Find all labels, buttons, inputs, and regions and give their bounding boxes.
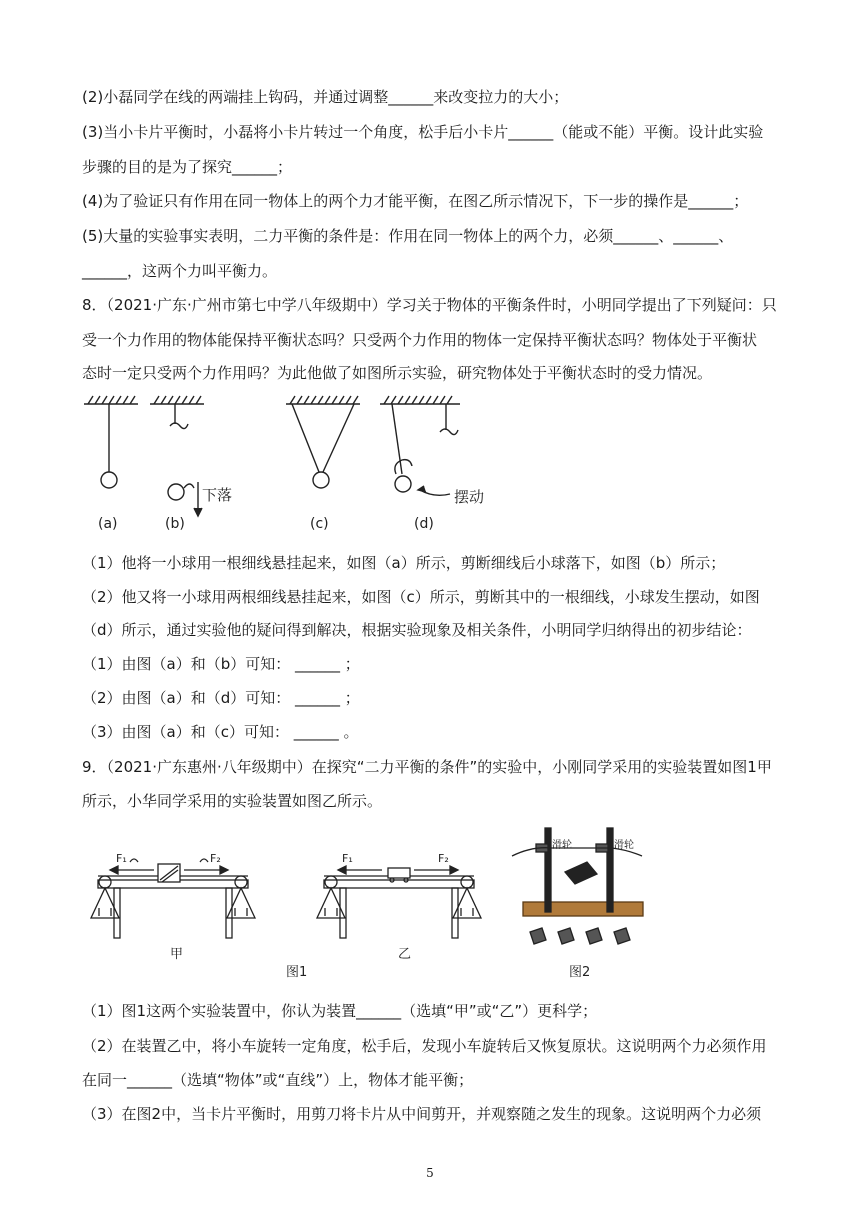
pulley-label: 滑轮 (552, 840, 572, 851)
text-line: （3）由图（a）和（c）可知： ______ 。 (82, 723, 359, 741)
text-line: (3)当小卡片平衡时，小磊将小卡片转过一个角度，松手后小卡片______（能或不能）平衡。设计此实验 (82, 123, 764, 141)
text-line: （2）他又将一小球用两根细线悬挂起来，如图（c）所示，剪断其中的一根细线，小球发生摆动，如图 (82, 588, 760, 606)
apparatus-yi-label: 乙 (398, 947, 412, 962)
pulley-label: 滑轮 (614, 840, 634, 851)
figure-label-c: (c) (310, 516, 329, 532)
force-f1-label: F₁ (342, 852, 353, 865)
figure-label-d: (d) (414, 516, 434, 532)
figure-2-caption: 图2 (569, 965, 591, 980)
text-line: （2）由图（a）和（d）可知： ______ ； (82, 689, 360, 707)
text-line: （1）由图（a）和（b）可知： ______ ； (82, 655, 360, 673)
figure-label-a: (a) (98, 516, 118, 532)
figure-1-caption: 图1 (286, 965, 308, 980)
text-line: （1）图1这两个实验装置中，你认为装置______（选填“甲”或“乙”）更科学； (82, 1002, 598, 1020)
page-number: 5 (426, 1166, 434, 1180)
fall-label: 下落 (202, 486, 233, 504)
swing-label: 摆动 (454, 488, 485, 506)
text-line: 所示，小华同学采用的实验装置如图乙所示。 (82, 792, 383, 810)
text-line: （d）所示，通过实验他的疑问得到解决，根据实验现象及相关条件，小明同学归纳得出的初步结论： (82, 621, 752, 639)
force-f2-label: F₂ (438, 852, 449, 865)
text-line: ______，这两个力叫平衡力。 (82, 262, 278, 280)
text-line: 受一个力作用的物体能保持平衡状态吗？只受两个力作用的物体一定保持平衡状态吗？物体处于平衡状 (82, 331, 758, 349)
text-line: （3）在图2中，当卡片平衡时，用剪刀将卡片从中间剪开，并观察随之发生的现象。这说明两个力必须 (82, 1105, 762, 1123)
text-line: 9．（2021·广东惠州·八年级期中）在探究“二力平衡的条件”的实验中，小刚同学采用的实验装置如图1甲 (82, 758, 772, 776)
text-line: 态时一定只受两个力作用吗？为此他做了如图所示实验，研究物体处于平衡状态时的受力情况。 (82, 364, 713, 382)
figure-9-apparatus (80, 822, 650, 987)
text-line: (2)小磊同学在线的两端挂上钩码，并通过调整______来改变拉力的大小； (82, 88, 569, 106)
figure-label-b: (b) (165, 516, 185, 532)
text-line: （1）他将一小球用一根细线悬挂起来，如图（a）所示，剪断细线后小球落下，如图（b）所示； (82, 554, 726, 572)
text-line: 在同一______（选填“物体”或“直线”）上，物体才能平衡； (82, 1071, 474, 1089)
text-line: (5)大量的实验事实表明，二力平衡的条件是：作用在同一物体上的两个力，必须______、______、 (82, 227, 734, 245)
force-f1-label: F₁ (116, 852, 127, 865)
force-f2-label: F₂ (210, 852, 221, 865)
apparatus-jia-label: 甲 (170, 947, 184, 962)
text-line: (4)为了验证只有作用在同一物体上的两个力才能平衡，在图乙所示情况下，下一步的操作是______； (82, 192, 749, 210)
text-line: 8．（2021·广东·广州市第七中学八年级期中）学习关于物体的平衡条件时，小明同学提出了下列疑问：只 (82, 296, 777, 314)
figure-8-pendulum (80, 390, 485, 540)
text-line: （2）在装置乙中，将小车旋转一定角度，松手后，发现小车旋转后又恢复原状。这说明两个力必须作用 (82, 1037, 767, 1055)
text-line: 步骤的目的是为了探究______； (82, 158, 293, 176)
